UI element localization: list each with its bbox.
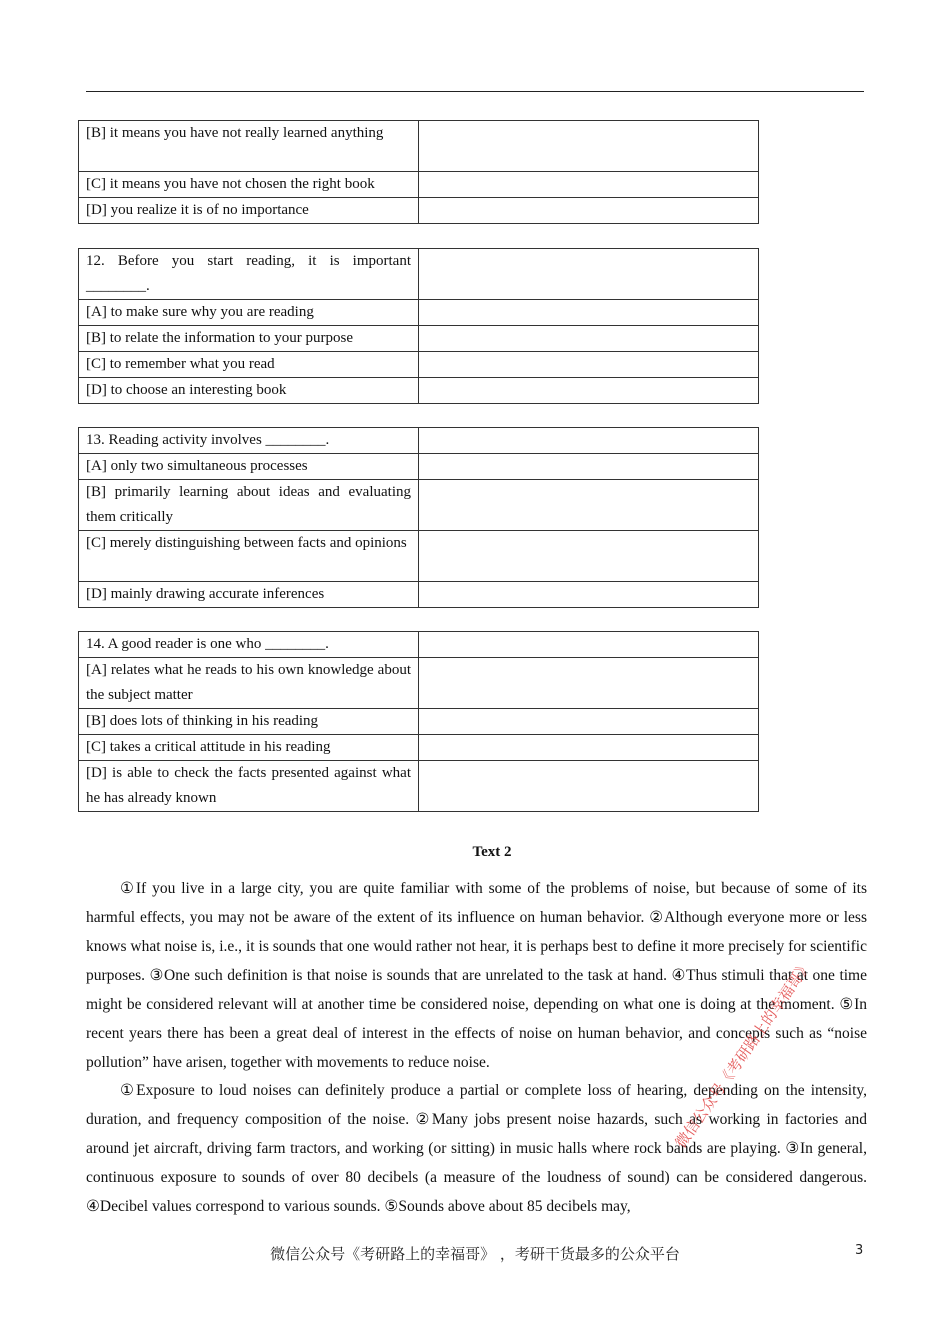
question-cell: 14. A good reader is one who ________. xyxy=(79,632,419,658)
answer-cell xyxy=(419,352,759,378)
option-cell: [C] takes a critical attitude in his reading xyxy=(79,735,419,761)
answer-cell xyxy=(419,658,759,709)
answer-cell xyxy=(419,480,759,531)
table-row xyxy=(79,735,759,761)
option-cell: [D] you realize it is of no importance xyxy=(79,198,419,224)
table-row xyxy=(79,352,759,378)
option-cell: [B] to relate the information to your purpose xyxy=(79,326,419,352)
question-cell: 13. Reading activity involves ________. xyxy=(79,428,419,454)
option-cell: [B] primarily learning about ideas and evaluating them critically xyxy=(79,480,419,531)
table-row xyxy=(79,761,759,812)
question-table-12 xyxy=(78,248,759,404)
option-cell: [C] to remember what you read xyxy=(79,352,419,378)
option-cell: [B] does lots of thinking in his reading xyxy=(79,709,419,735)
table-row xyxy=(79,300,759,326)
table-row xyxy=(79,249,759,300)
answer-cell xyxy=(419,172,759,198)
table-row xyxy=(79,326,759,352)
table-row xyxy=(79,454,759,480)
answer-cell xyxy=(419,709,759,735)
watermark-stamp: 微信公众号《考研路上的幸福哥》 xyxy=(671,956,816,1152)
table-row xyxy=(79,198,759,224)
answer-cell xyxy=(419,761,759,812)
page-number: 3 xyxy=(855,1243,864,1258)
paragraph-2: ①Exposure to loud noises can definitely produce a partial or complete loss of hearing, depending on the intensity, duration, and frequency composition of the noise. ②Many jobs present noise hazards, such as working in factories and around jet aircraft, driving farm tractors, and working (or sitting) in music halls where rock bands are playing. ③In general, continuous exposure to sounds of over 80 decibels (a measure of the loudness of sound) can be considered dangerous. ④Decibel values correspond to various sounds. ⑤Sounds above about 85 decibels may, xyxy=(86,1082,867,1215)
answer-cell xyxy=(419,582,759,608)
section-title: Text 2 xyxy=(472,844,512,860)
option-cell: [B] it means you have not really learned anything xyxy=(79,121,419,172)
table-row xyxy=(79,531,759,582)
answer-cell xyxy=(419,735,759,761)
header-rule xyxy=(86,91,864,92)
answer-cell xyxy=(419,632,759,658)
table-row xyxy=(79,658,759,709)
option-cell: [C] merely distinguishing between facts and opinions xyxy=(79,531,419,582)
option-cell: [A] to make sure why you are reading xyxy=(79,300,419,326)
answer-cell xyxy=(419,249,759,300)
option-cell: [D] mainly drawing accurate inferences xyxy=(79,582,419,608)
option-cell: [D] to choose an interesting book xyxy=(79,378,419,404)
option-cell: [A] only two simultaneous processes xyxy=(79,454,419,480)
answer-cell xyxy=(419,454,759,480)
page-footer: 微信公众号《考研路上的幸福哥》 ，考研干货最多的公众平台 xyxy=(270,1245,680,1263)
question-table-13 xyxy=(78,427,759,608)
answer-cell xyxy=(419,531,759,582)
table-row xyxy=(79,480,759,531)
option-cell: [A] relates what he reads to his own knowledge about the subject matter xyxy=(79,658,419,709)
answer-cell xyxy=(419,300,759,326)
paragraph-1: ①If you live in a large city, you are quite familiar with some of the problems of noise, but because of some of its harmful effects, you may not be aware of the extent of its influence on human behavior. ②Although everyone more or less knows what noise is, i.e., it is sounds that one would rather not hear, it is perhaps best to define it more precisely for scientific purposes. ③One such definition is that noise is sounds that are unrelated to the task at hand. ④Thus stimuli that at one time might be considered relevant will at another time be considered noise, depending on what one is doing at the moment. ⑤In recent years there has been a great deal of interest in the effects of noise on human behavior, and concepts such as “noise pollution” have arisen, together with movements to reduce noise. xyxy=(86,880,867,1071)
option-cell: [D] is able to check the facts presented against what he has already known xyxy=(79,761,419,812)
answer-cell xyxy=(419,326,759,352)
question-table-14 xyxy=(78,631,759,812)
question-table-11 xyxy=(78,120,759,224)
table-row xyxy=(79,632,759,658)
table-row xyxy=(79,428,759,454)
answer-cell xyxy=(419,121,759,172)
question-cell: 12. Before you start reading, it is important ________. xyxy=(79,249,419,300)
option-cell: [C] it means you have not chosen the right book xyxy=(79,172,419,198)
table-row xyxy=(79,378,759,404)
table-row xyxy=(79,172,759,198)
answer-cell xyxy=(419,378,759,404)
answer-cell xyxy=(419,198,759,224)
table-row xyxy=(79,121,759,172)
answer-cell xyxy=(419,428,759,454)
table-row xyxy=(79,709,759,735)
table-row xyxy=(79,582,759,608)
